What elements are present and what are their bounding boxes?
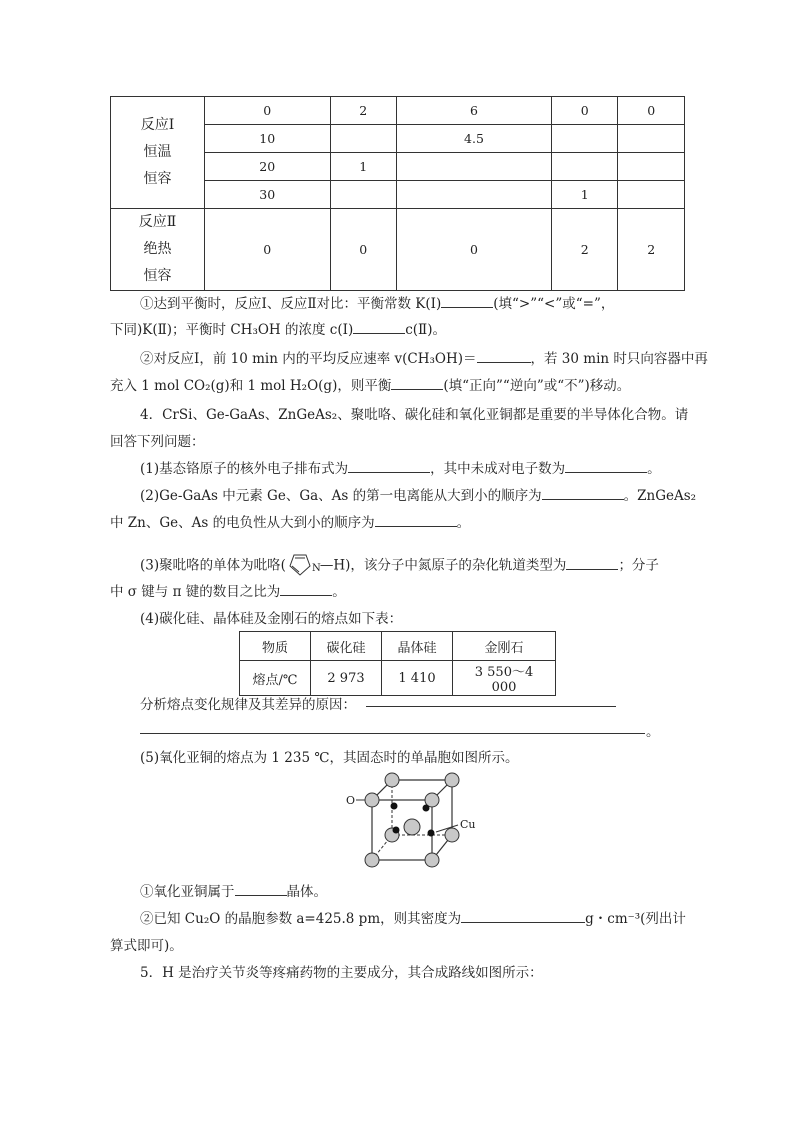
q4-intro-line1: 4．CrSi、Ge-GaAs、ZnGeAs₂、聚吡咯、碳化硅和氧化亚铜都是重要的半导体化合物。请 <box>140 407 689 423</box>
cell: 2 <box>330 97 396 125</box>
oxygen-label: O <box>346 794 356 807</box>
q4-sub2-line1: (2)Ge-GaAs 中元素 Ge、Ga、As 的第一电离能从大到小的顺序为 。ZnGeAs₂ <box>140 484 696 504</box>
q1-line1: ①达到平衡时，反应Ⅰ、反应Ⅱ对比：平衡常数 K(Ⅰ) (填“>”“<”或“=”， <box>140 292 614 312</box>
group1-label: 反应Ⅰ 恒温 恒容 <box>111 97 205 209</box>
cell <box>552 125 618 153</box>
cell: 10 <box>205 125 331 153</box>
cell: 0 <box>618 97 685 125</box>
answer-blank[interactable] <box>391 375 443 390</box>
answer-blank[interactable] <box>477 348 531 363</box>
cell <box>396 153 551 181</box>
header-cell: 晶体硅 <box>382 632 453 661</box>
copper-label: Cu <box>460 818 476 831</box>
cell <box>552 153 618 181</box>
q4-sub3-line1: (3)聚吡咯的单体为吡咯( N —H)，该分子中氮原子的杂化轨道类型为 ；分子 <box>140 551 659 581</box>
group2-label: 反应Ⅱ 绝热 恒容 <box>111 209 205 291</box>
q4-sub1: (1)基态铬原子的核外电子排布式为 ，其中未成对电子数为 。 <box>140 457 661 477</box>
cell <box>330 125 396 153</box>
answer-blank[interactable] <box>461 908 585 923</box>
cell: 30 <box>205 181 331 209</box>
q4-intro-line2: 回答下列问题： <box>110 434 205 450</box>
q4-sub2-line2: 中 Zn、Ge、As 的电负性从大到小的顺序为 。 <box>110 511 470 531</box>
cell: 0 <box>205 209 331 291</box>
period: 。 <box>646 724 660 740</box>
cell: 20 <box>205 153 331 181</box>
q1-line2: 下同)K(Ⅱ)；平衡时 CH₃OH 的浓度 c(Ⅰ) c(Ⅱ)。 <box>110 318 446 338</box>
header-cell: 金刚石 <box>453 632 556 661</box>
q4-sub4: (4)碳化硅、晶体硅及金刚石的熔点如下表： <box>140 611 403 627</box>
cell: 0 <box>552 97 618 125</box>
q4-sub5-2-line1: ②已知 Cu₂O 的晶胞参数 a=425.8 pm，则其密度为 g・cm⁻³(列出计 <box>140 907 686 927</box>
cell: 1 <box>330 153 396 181</box>
cell: 4.5 <box>396 125 551 153</box>
cell: 3 550～4 000 <box>453 661 556 696</box>
question-5: 5．H 是治疗关节炎等疼痛药物的主要成分，其合成路线如图所示： <box>140 965 543 981</box>
answer-blank[interactable] <box>565 458 647 473</box>
cell: 1 <box>552 181 618 209</box>
melting-point-table <box>239 631 556 696</box>
q4-sub5-1: ①氧化亚铜属于 晶体。 <box>140 880 327 900</box>
pyrrole-structure <box>286 551 320 581</box>
cell: 1 410 <box>382 661 453 696</box>
cell <box>618 125 685 153</box>
cell <box>618 153 685 181</box>
cell <box>330 181 396 209</box>
cell: 熔点/℃ <box>240 661 311 696</box>
cell: 2 973 <box>311 661 382 696</box>
q4-sub4-analysis: 分析熔点变化规律及其差异的原因： <box>140 697 356 713</box>
header-cell: 物质 <box>240 632 311 661</box>
header-cell: 碳化硅 <box>311 632 382 661</box>
answer-blank[interactable] <box>235 881 287 896</box>
cell: 0 <box>396 209 551 291</box>
cell: 2 <box>618 209 685 291</box>
answer-blank[interactable] <box>348 458 430 473</box>
cell <box>618 181 685 209</box>
pyrrole-n-label: N <box>311 563 321 574</box>
q1-line4: 充入 1 mol CO₂(g)和 1 mol H₂O(g)，则平衡 (填“正向”“逆向”或“不”)移动。 <box>110 374 630 394</box>
q4-sub5-2-line2: 算式即可)。 <box>110 938 183 954</box>
cell: 2 <box>552 209 618 291</box>
unit-cell-figure <box>346 770 482 870</box>
cell: 0 <box>330 209 396 291</box>
q4-sub5: (5)氧化亚铜的熔点为 1 235 ℃，其固态时的单晶胞如图所示。 <box>140 750 519 766</box>
reaction-table <box>110 96 685 291</box>
q4-sub3-line2: 中 σ 键与 π 键的数目之比为 。 <box>110 580 346 600</box>
answer-line[interactable] <box>140 733 645 734</box>
cell: 6 <box>396 97 551 125</box>
answer-blank[interactable] <box>542 485 624 500</box>
cell: 0 <box>205 97 331 125</box>
answer-blank[interactable] <box>280 581 332 596</box>
answer-blank[interactable] <box>441 293 493 308</box>
answer-blank[interactable] <box>566 555 618 570</box>
answer-blank[interactable] <box>353 319 405 334</box>
answer-line[interactable] <box>366 706 616 707</box>
answer-blank[interactable] <box>375 512 457 527</box>
q1-line3: ②对反应Ⅰ，前 10 min 内的平均反应速率 v(CH₃OH)＝ ，若 30 min 时只向容器中再 <box>140 347 708 367</box>
cell <box>396 181 551 209</box>
